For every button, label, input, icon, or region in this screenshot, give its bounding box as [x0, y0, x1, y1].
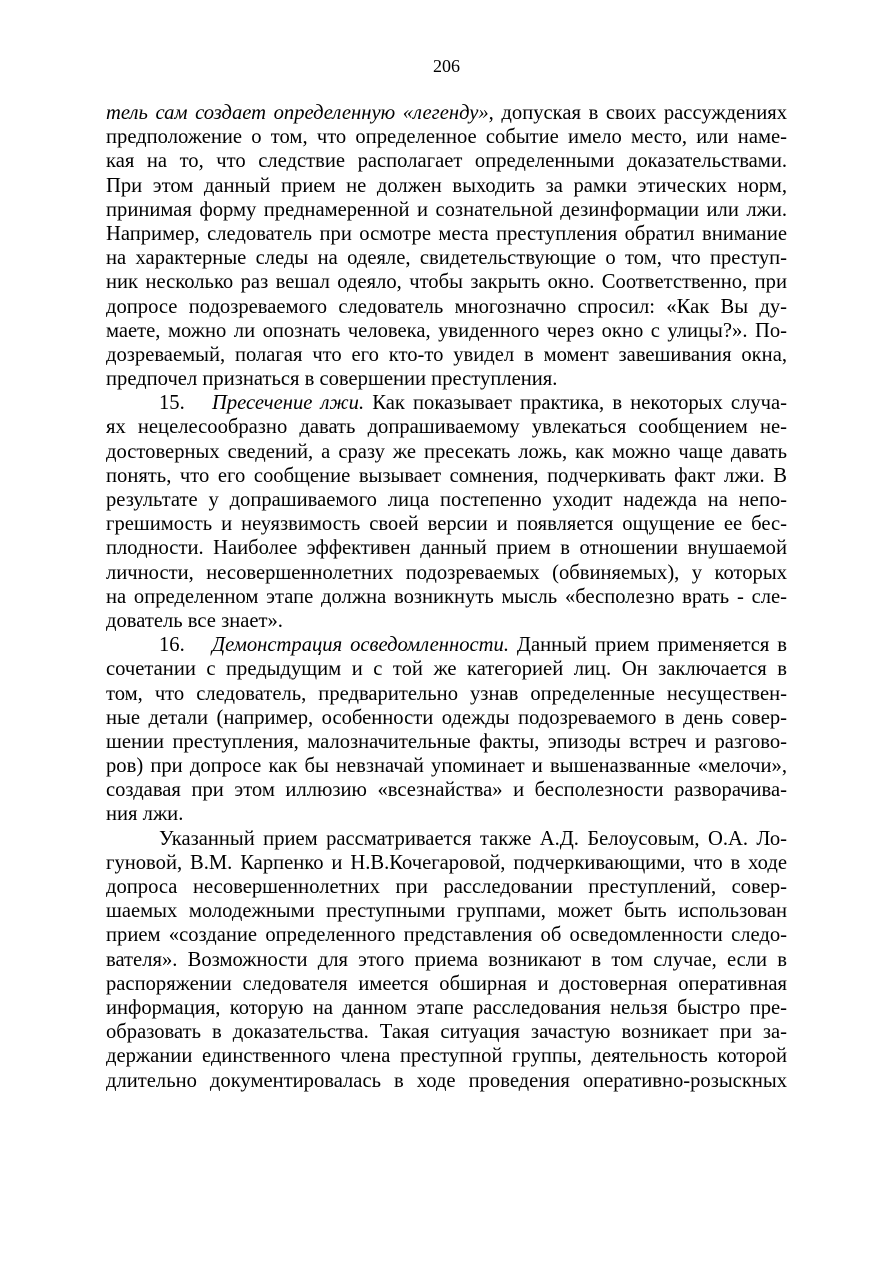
text-line — [106, 1044, 787, 1068]
line-text: достоверных сведений, а сразу же пресекать ложь, как можно чаще давать — [106, 440, 787, 463]
line-text: , допуская в своих рассуждениях — [488, 102, 787, 124]
line-text: создавая при этом иллюзию «всезнайства» и бесполезности разворачива- — [106, 779, 787, 802]
line-text: держании единственного члена преступной группы, деятельность которой — [106, 1045, 787, 1068]
line-text: дователь все знает». — [106, 609, 283, 632]
text-line — [106, 391, 787, 415]
text-line — [106, 125, 787, 149]
line-text: вателя». Возможности для этого приема возникают в том случае, если в — [106, 948, 787, 971]
line-text: распоряжении следователя имеется обширная и достоверная оперативная — [106, 972, 787, 995]
line-text: кая на то, что следствие располагает определенными доказательствами. — [106, 150, 787, 173]
italic-term: тель сам создает определенную «легенду» — [106, 102, 489, 124]
text-line — [106, 101, 787, 125]
text-line — [106, 972, 787, 996]
line-text: прием «создание определенного представления об осведомленности следо- — [106, 924, 787, 947]
line-text: ров) при допросе как бы невзначай упоминает и вышеназванные «мелочи», — [106, 755, 787, 778]
text-line — [106, 295, 787, 319]
line-text: результате у допрашиваемого лица постепенно уходит надежда на непо- — [106, 489, 787, 511]
body-text — [106, 101, 787, 1093]
line-text: маете, можно ли опознать человека, увиденного через окно с улицы?». По- — [106, 319, 787, 342]
text-line — [106, 585, 787, 609]
text-line — [106, 246, 787, 270]
line-text: допроса несовершеннолетних при расследовании преступлений, совер- — [106, 876, 787, 898]
item-number: 15. — [159, 392, 185, 415]
text-line — [106, 657, 787, 681]
line-text: грешимость и неуязвимость своей версии и появляется ощущение ее бес- — [106, 513, 787, 536]
line-text: ник несколько раз вешал одеяло, чтобы закрыть окно. Соответственно, при — [106, 271, 787, 294]
text-line — [106, 899, 787, 923]
text-line — [106, 270, 787, 294]
line-text: Указанный прием рассматривается также А.Д. Белоусовым, О.А. Ло- — [159, 827, 787, 850]
text-line — [106, 512, 787, 536]
line-text: плодности. Наиболее эффективен данный прием в отношении внушаемой — [106, 537, 787, 560]
line-text: понять, что его сообщение вызывает сомнения, подчеркивать факт лжи. В — [106, 464, 787, 487]
text-line — [106, 778, 787, 802]
text-line — [106, 222, 787, 246]
line-text: на характерные следы на одеяле, свидетельствующие о том, что преступ- — [106, 247, 787, 270]
line-text: на определенном этапе должна возникнуть мысль «бесполезно врать - сле- — [106, 585, 787, 608]
italic-term: Демонстрация осведомленности. — [212, 634, 509, 657]
line-text: допросе подозреваемого следователь многозначно спросил: «Как Вы ду- — [106, 295, 787, 318]
line-text: длительно документировалась в ходе проведения оперативно-розыскных — [106, 1069, 787, 1092]
text-line — [106, 923, 787, 947]
line-text: ные детали (например, особенности одежды подозреваемого в день совер- — [106, 706, 787, 729]
text-line — [106, 875, 787, 899]
line-text: Данный прием применяется в — [508, 634, 787, 657]
text-line — [106, 706, 787, 730]
text-line — [106, 827, 787, 851]
line-text: При этом данный прием не должен выходить за рамки этических норм, — [106, 174, 787, 197]
line-text: сочетании с предыдущим и с той же категорией лиц. Он заключается в — [106, 658, 787, 681]
text-line — [106, 343, 787, 367]
line-text: шении преступления, малозначительные факты, эпизоды встреч и разгово- — [106, 730, 787, 753]
text-line — [106, 174, 787, 198]
line-text: ях нецелесообразно давать допрашиваемому увлекаться сообщением не- — [106, 416, 787, 439]
text-line — [106, 536, 787, 560]
line-text: шаемых молодежными преступными группами, может быть использован — [106, 900, 787, 923]
text-line — [106, 802, 787, 826]
line-text: информация, которую на данном этапе расследования нельзя быстро пре- — [106, 996, 787, 1019]
line-text: Например, следователь при осмотре места преступления обратил внимание — [106, 222, 787, 245]
italic-term: Пресечение лжи. — [212, 392, 365, 415]
text-line — [106, 730, 787, 754]
text-line — [106, 609, 787, 633]
line-text: предположение о том, что определенное событие имело место, или наме- — [106, 126, 787, 149]
line-text: Как показывает практика, в некоторых случа- — [364, 392, 788, 415]
text-line — [106, 561, 787, 585]
text-line — [106, 488, 787, 512]
line-text: образовать в доказательства. Такая ситуация зачастую возникает при за- — [106, 1021, 787, 1044]
text-line — [106, 682, 787, 706]
text-line — [106, 948, 787, 972]
text-line — [106, 633, 787, 657]
text-line — [106, 464, 787, 488]
text-line — [106, 754, 787, 778]
line-text: гуновой, В.М. Карпенко и Н.В.Кочегаровой, подчеркивающими, что в ходе — [106, 851, 787, 874]
line-text: личности, несовершеннолетних подозреваемых (обвиняемых), у которых — [106, 561, 787, 584]
text-line — [106, 367, 787, 391]
text-line — [106, 198, 787, 222]
text-line — [106, 149, 787, 173]
text-line — [106, 851, 787, 875]
text-line — [106, 319, 787, 343]
line-text: ния лжи. — [106, 803, 184, 826]
text-line — [106, 440, 787, 464]
text-line — [106, 1020, 787, 1044]
text-line — [106, 996, 787, 1020]
line-text: дозреваемый, полагая что его кто-то увидел в момент завешивания окна, — [106, 343, 787, 366]
page-number: 206 — [433, 56, 460, 76]
line-text: предпочел признаться в совершении преступления. — [106, 368, 558, 391]
line-text: принимая форму преднамеренной и сознательной дезинформации или лжи. — [106, 198, 787, 221]
line-text: том, что следователь, предварительно узнав определенные несуществен- — [106, 682, 787, 705]
text-line — [106, 1069, 787, 1093]
item-number: 16. — [159, 634, 185, 657]
text-line — [106, 415, 787, 439]
